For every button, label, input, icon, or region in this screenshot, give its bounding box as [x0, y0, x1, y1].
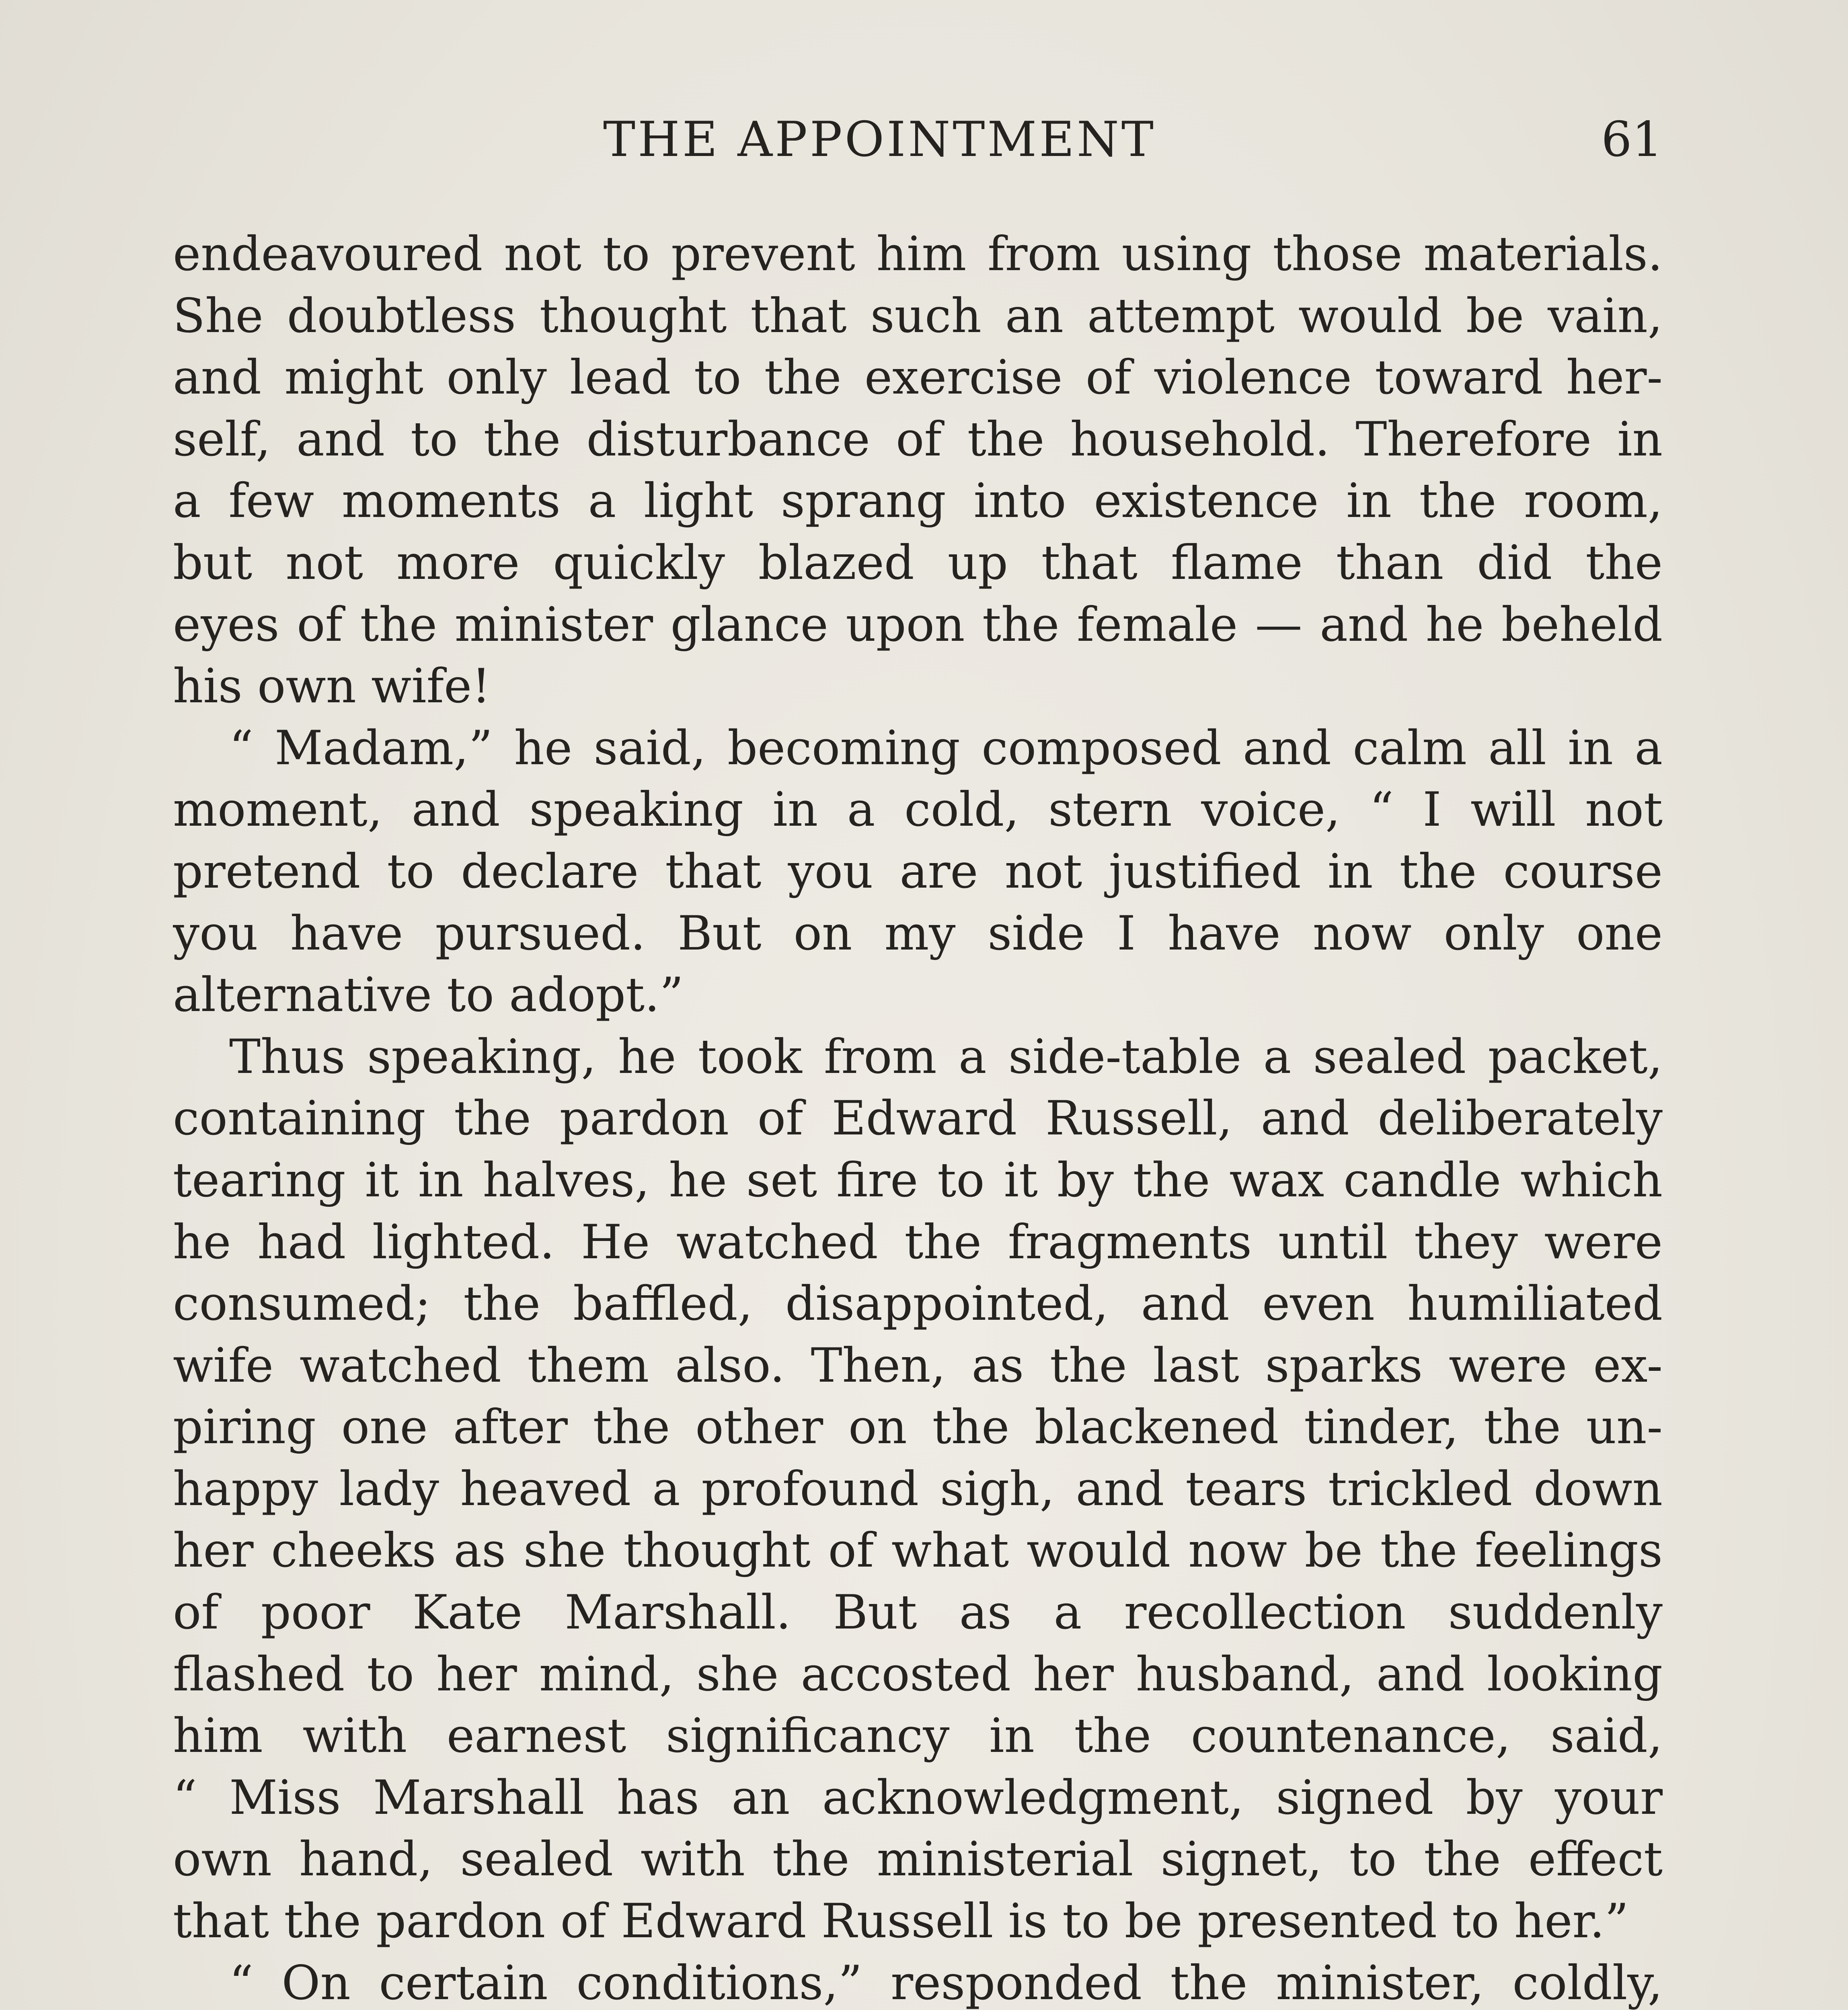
text-line: a few moments a light sprang into existence in the room,: [173, 473, 1663, 529]
text-line: consumed; the baffled, disappointed, and even humiliated: [173, 1276, 1663, 1331]
text-line: alternative to adopt.”: [173, 967, 684, 1023]
text-line: own hand, sealed with the ministerial signet, to the effect: [173, 1832, 1663, 1887]
text-line: tearing it in halves, he set fire to it by the wax candle which: [173, 1152, 1663, 1208]
text-line: wife watched them also. Then, as the last sparks were ex-: [173, 1337, 1663, 1393]
text-line: happy lady heaved a profound sigh, and tears trickled down: [173, 1461, 1663, 1516]
text-line: Thus speaking, he took from a side-table a sealed packet,: [229, 1029, 1663, 1084]
text-line: of poor Kate Marshall. But as a recollection suddenly: [173, 1585, 1663, 1640]
text-line: piring one after the other on the blackened tinder, the un-: [173, 1399, 1663, 1455]
text-line: but not more quickly blazed up that flame than did the: [173, 535, 1663, 590]
running-title: THE APPOINTMENT: [603, 112, 1156, 168]
text-line: you have pursued. But on my side I have now only one: [173, 905, 1663, 961]
body-text: [173, 223, 1663, 2010]
text-line: “ Miss Marshall has an acknowledgment, signed by your: [173, 1770, 1663, 1825]
text-line: her cheeks as she thought of what would now be the feelings: [173, 1523, 1663, 1578]
page-number: 61: [1601, 112, 1663, 168]
text-line: flashed to her mind, she accosted her husband, and looking: [173, 1646, 1663, 1702]
text-line: self, and to the disturbance of the household. Therefore in: [173, 411, 1663, 467]
text-line: eyes of the minister glance upon the female — and he beheld: [173, 597, 1663, 652]
page-header: [173, 108, 1663, 172]
text-line: and might only lead to the exercise of violence toward her-: [173, 350, 1663, 405]
text-line: he had lighted. He watched the fragments until they were: [173, 1214, 1663, 1270]
text-line: moment, and speaking in a cold, stern voice, “ I will not: [173, 782, 1663, 837]
text-line: his own wife!: [173, 658, 491, 714]
text-line: him with earnest significancy in the countenance, said,: [173, 1708, 1663, 1764]
text-line: pretend to declare that you are not justified in the course: [173, 843, 1663, 899]
text-line: “ Madam,” he said, becoming composed and calm all in a: [229, 720, 1663, 775]
text-line: endeavoured not to prevent him from using those materials.: [173, 226, 1663, 281]
text-line: that the pardon of Edward Russell is to be presented to her.”: [173, 1893, 1629, 1949]
text-line: “ On certain conditions,” responded the minister, coldly,: [229, 1955, 1663, 2010]
text-line: She doubtless thought that such an attempt would be vain,: [173, 288, 1663, 343]
text-line: containing the pardon of Edward Russell, and deliberately: [173, 1091, 1663, 1146]
